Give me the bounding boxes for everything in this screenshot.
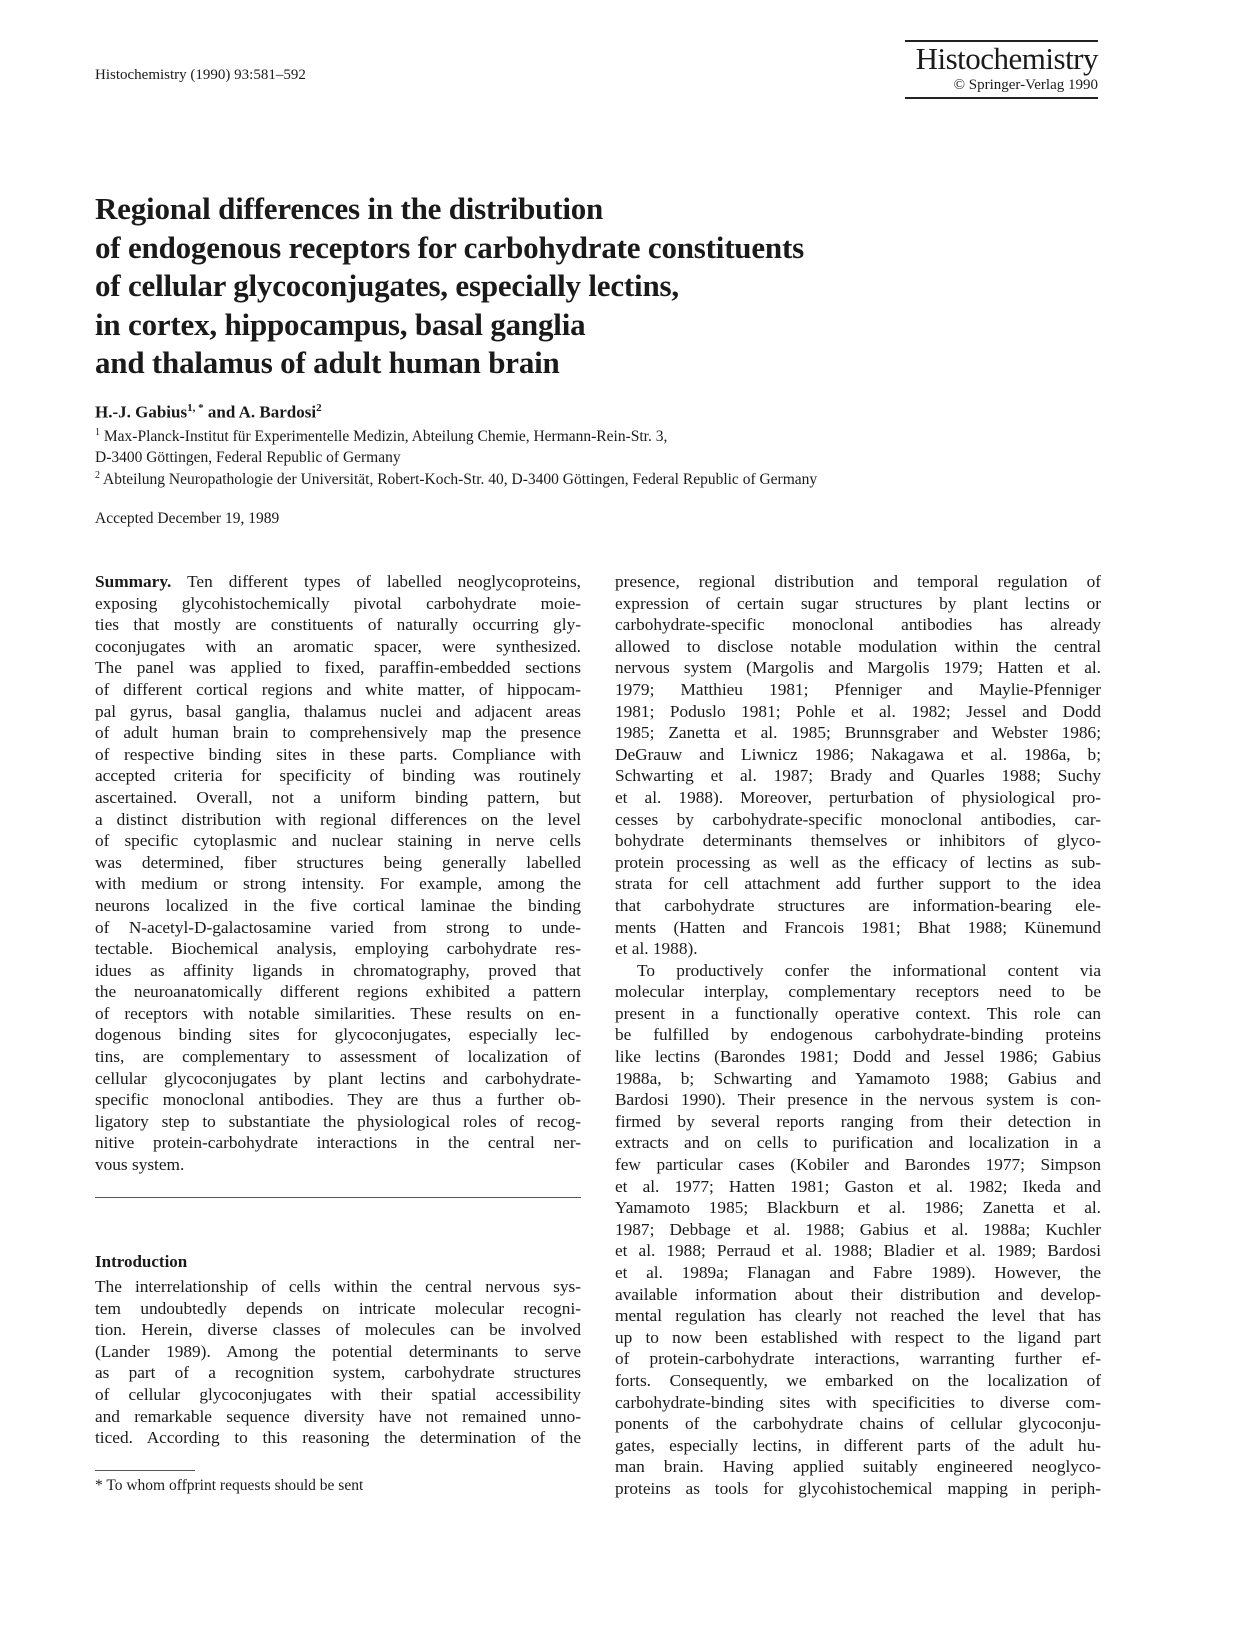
- text-line: Yamamoto 1985; Blackburn et al. 1986; Zanetta et al.: [615, 1198, 1101, 1218]
- logo-publisher: © Springer-Verlag 1990: [953, 77, 1098, 93]
- text-line: 1981; Poduslo 1981; Pohle et al. 1982; Jessel and Dodd: [615, 701, 1101, 721]
- logo-bottom-rule: [905, 97, 1098, 99]
- text-line: ties that mostly are constituents of naturally occurring gly-: [95, 615, 581, 635]
- text-line: that carbohydrate structures are information-bearing ele-: [615, 895, 1101, 915]
- text-line: and remarkable sequence diversity have not remained unno-: [95, 1406, 581, 1426]
- title-line: Regional differences in the distribution: [95, 191, 604, 226]
- text-line: nitive protein-carbohydrate interactions in the central ner-: [95, 1133, 581, 1153]
- text-line: specific monoclonal antibodies. They are thus a further ob-: [95, 1090, 581, 1110]
- affiliation-text: Max-Planck-Institut für Experimentelle Medizin, Abteilung Chemie, Hermann-Rein-Str. 3,: [100, 428, 668, 446]
- affiliation-2: [95, 470, 817, 489]
- text-line: tins, are complementary to assessment of localization of: [95, 1047, 581, 1067]
- text-line: cesses by carbohydrate-specific monoclonal antibodies, car-: [615, 809, 1101, 829]
- section-divider: [95, 1197, 581, 1198]
- text-line: ligatory step to substantiate the physiological roles of recog-: [95, 1111, 581, 1131]
- text-line: 1985; Zanetta et al. 1985; Brunnsgraber and Webster 1986;: [615, 723, 1101, 743]
- summary-section: [95, 571, 581, 1176]
- title-line: and thalamus of adult human brain: [95, 345, 560, 380]
- text-line: The interrelationship of cells within the central nervous sys-: [95, 1277, 581, 1296]
- title-line: in cortex, hippocampus, basal ganglia: [95, 306, 586, 342]
- text-line: gates, especially lectins, in different parts of the adult hu-: [615, 1435, 1101, 1455]
- text-line: of receptors with notable similarities. These results on en-: [95, 1003, 581, 1023]
- text-line: up to now been established with respect to the ligand part: [615, 1327, 1101, 1347]
- text-line: et al. 1988; Perraud et al. 1988; Bladier et al. 1989; Bardosi: [615, 1241, 1101, 1261]
- text-line: 1979; Matthieu 1981; Pfenniger and Maylie-Pfenniger: [615, 679, 1101, 699]
- text-line: tion. Herein, diverse classes of molecules can be involved: [95, 1320, 581, 1340]
- text-line: accepted criteria for specificity of binding was routinely: [95, 766, 581, 786]
- accepted-date: Accepted December 19, 1989: [95, 510, 280, 527]
- affiliation-text: Abteilung Neuropathologie der Universität, Robert-Koch-Str. 40, D-3400 Göttingen, Federal Republic of Germany: [100, 471, 818, 489]
- text-line: ticed. According to this reasoning the determination of the: [95, 1428, 581, 1448]
- text-line: idues as affinity ligands in chromatography, proved that: [95, 960, 581, 980]
- text-line: forts. Consequently, we embarked on the localization of: [615, 1370, 1101, 1390]
- text-line: Bardosi 1990). Their presence in the nervous system is con-: [615, 1090, 1101, 1110]
- text-line: presence, regional distribution and temporal regulation of: [615, 572, 1101, 591]
- text-line: expression of certain sugar structures by plant lectins or: [615, 593, 1101, 613]
- text-line: mental regulation has clearly not reached the level that has: [615, 1306, 1101, 1326]
- right-column-body: [615, 571, 1101, 1500]
- text-line: like lectins (Barondes 1981; Dodd and Jessel 1986; Gabius: [615, 1047, 1101, 1067]
- text-line: cellular glycoconjugates by plant lectins and carbohydrate-: [95, 1068, 581, 1088]
- text-line: The panel was applied to fixed, paraffin-embedded sections: [95, 658, 581, 678]
- text-line: of respective binding sites in these parts. Compliance with: [95, 744, 581, 764]
- text-line: ponents of the carbohydrate chains of cellular glycoconju-: [615, 1414, 1101, 1434]
- text-line: as part of a recognition system, carbohydrate structures: [95, 1363, 581, 1383]
- text-line: strata for cell attachment add further support to the idea: [615, 874, 1101, 894]
- text-line: firmed by several reports ranging from their detection in: [615, 1111, 1101, 1131]
- author-name: A. Bardosi: [238, 402, 317, 422]
- journal-logo: [905, 40, 1098, 99]
- text-line: et al. 1988).: [615, 939, 698, 959]
- journal-citation: Histochemistry (1990) 93:581–592: [95, 67, 306, 83]
- text-line: extracts and on cells to purification and localization in a: [615, 1133, 1101, 1153]
- text-line: coconjugates with an aromatic spacer, were synthesized.: [95, 636, 581, 656]
- footnote: * To whom offprint requests should be sent: [95, 1477, 364, 1494]
- text-line: neurons localized in the five cortical laminae the binding: [95, 895, 581, 915]
- summary-label: Summary.: [95, 572, 172, 591]
- text-line: a distinct distribution with regional differences on the level: [95, 809, 581, 829]
- text-line: the neuroanatomically different regions exhibited a pattern: [95, 982, 581, 1002]
- text-line: dogenous binding sites for glycoconjugates, especially lec-: [95, 1025, 581, 1045]
- text-line: 1988a, b; Schwarting and Yamamoto 1988; Gabius and: [615, 1068, 1101, 1088]
- text-line: be fulfilled by endogenous carbohydrate-binding proteins: [615, 1025, 1101, 1045]
- text-line: tem undoubtedly depends on intricate molecular recogni-: [95, 1298, 581, 1318]
- text-line: ascertained. Overall, not a uniform binding pattern, but: [95, 787, 581, 807]
- text-line: available information about their distribution and develop-: [615, 1284, 1101, 1304]
- text-line: present in a functionally operative context. This role can: [615, 1003, 1101, 1023]
- text-line: (Lander 1989). Among the potential determinants to serve: [95, 1341, 581, 1361]
- text-line: bohydrate determinants themselves or inhibitors of glyco-: [615, 831, 1101, 851]
- affiliation-1: [95, 427, 667, 446]
- text-line: few particular cases (Kobiler and Barondes 1977; Simpson: [615, 1155, 1101, 1175]
- text-line: man brain. Having applied suitably engineered neoglyco-: [615, 1457, 1101, 1477]
- affiliation-marker: 2: [316, 402, 322, 414]
- text-line: 1987; Debbage et al. 1988; Gabius et al. 1988a; Kuchler: [615, 1219, 1101, 1239]
- text-line: pal gyrus, basal ganglia, thalamus nuclei and adjacent areas: [95, 701, 581, 721]
- text-line: carbohydrate-specific monoclonal antibodies has already: [615, 615, 1101, 635]
- author-name: H.-J. Gabius: [95, 402, 188, 422]
- text-line: Schwarting et al. 1987; Brady and Quarles 1988; Suchy: [615, 766, 1101, 786]
- text-line: et al. 1977; Hatten 1981; Gaston et al. 1982; Ikeda and: [615, 1176, 1101, 1196]
- text-line: nervous system (Margolis and Margolis 1979; Hatten et al.: [615, 658, 1101, 678]
- text-line: with medium or strong intensity. For example, among the: [95, 874, 581, 894]
- text-line: of specific cytoplasmic and nuclear staining in nerve cells: [95, 831, 581, 851]
- text-line: ments (Hatten and Francois 1981; Bhat 1988; Künemund: [615, 917, 1101, 937]
- text-line: protein processing as well as the efficacy of lectins as sub-: [615, 852, 1101, 872]
- text-line: molecular interplay, complementary receptors need to be: [615, 982, 1101, 1002]
- article-title: [95, 190, 804, 383]
- text-line: proteins as tools for glycohistochemical mapping in periph-: [615, 1478, 1101, 1498]
- introduction-body: [95, 1276, 581, 1449]
- line-text: Ten different types of labelled neoglycoproteins,: [171, 572, 581, 591]
- text-line: exposing glycohistochemically pivotal carbohydrate moie-: [95, 593, 581, 613]
- logo-journal-name: Histochemistry: [915, 41, 1098, 76]
- affiliation-marker: 1, *: [187, 402, 204, 414]
- text-line: of cellular glycoconjugates with their spatial accessibility: [95, 1384, 581, 1404]
- text-line: of different cortical regions and white matter, of hippocam-: [95, 679, 581, 699]
- text-line: of protein-carbohydrate interactions, warranting further ef-: [615, 1349, 1101, 1369]
- title-line: of endogenous receptors for carbohydrate constituents: [95, 229, 804, 265]
- text-line: et al. 1989a; Flanagan and Fabre 1989). However, the: [615, 1263, 1101, 1282]
- text-line: vous system.: [95, 1155, 185, 1175]
- text-line: tectable. Biochemical analysis, employing carbohydrate res-: [95, 939, 581, 959]
- text-line: of adult human brain to comprehensively map the presence: [95, 723, 581, 743]
- affiliation-marker: 1: [95, 427, 100, 438]
- author-conjunction: and: [203, 402, 239, 422]
- text-line: [95, 571, 581, 593]
- text-line: of N-acetyl-D-galactosamine varied from strong to unde-: [95, 917, 581, 937]
- author-list: [95, 402, 322, 423]
- introduction-heading: Introduction: [95, 1252, 188, 1271]
- affiliation-1-cont: D-3400 Göttingen, Federal Republic of Germany: [95, 449, 401, 466]
- text-line: was determined, fiber structures being generally labelled: [95, 852, 581, 872]
- footnote-rule: [95, 1470, 195, 1471]
- text-line: To productively confer the informational content via: [637, 960, 1101, 980]
- text-line: carbohydrate-binding sites with specificities to diverse com-: [615, 1392, 1101, 1412]
- text-line: et al. 1988). Moreover, perturbation of physiological pro-: [615, 787, 1101, 807]
- text-line: DeGrauw and Liwnicz 1986; Nakagawa et al. 1986a, b;: [615, 744, 1101, 764]
- text-line: allowed to disclose notable modulation within the central: [615, 636, 1101, 656]
- title-line: of cellular glycoconjugates, especially lectins,: [95, 268, 679, 303]
- affiliation-marker: 2: [95, 470, 100, 481]
